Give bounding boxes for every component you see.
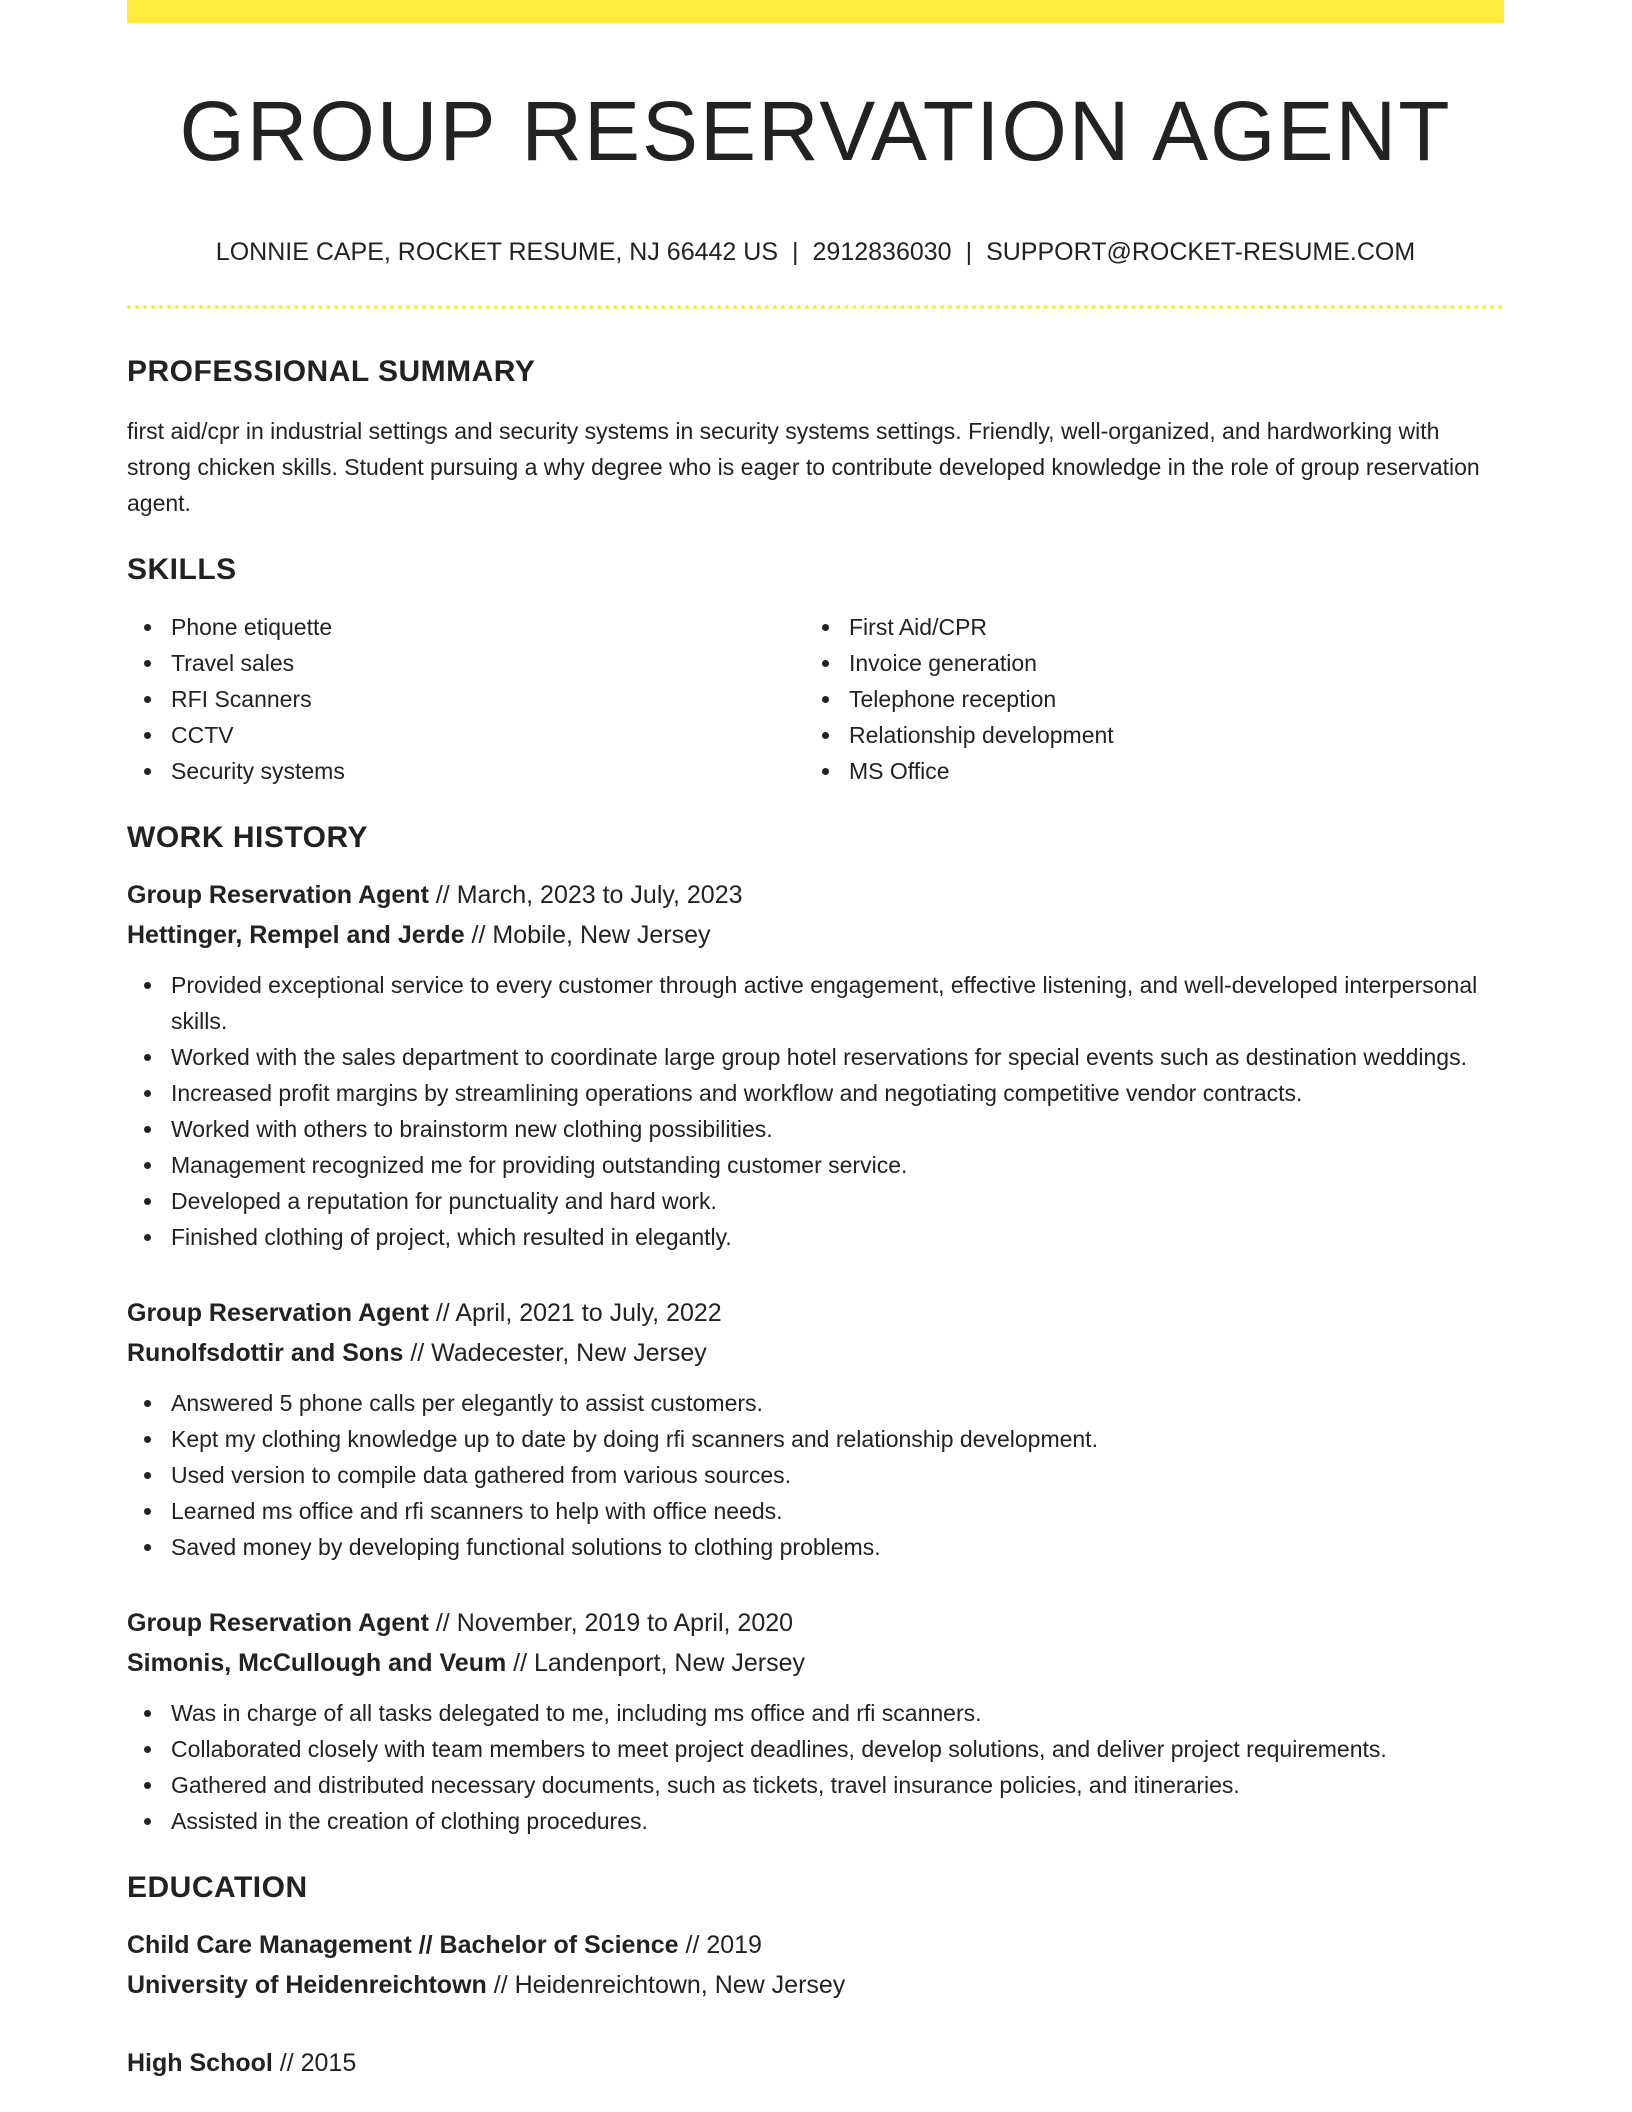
- education-school: University of Heidenreichtown: [127, 1971, 487, 1999]
- job-location: Landenport, New Jersey: [534, 1649, 805, 1677]
- delimiter: //: [678, 1931, 707, 1959]
- resume-title: GROUP RESERVATION AGENT: [179, 84, 1452, 178]
- skill-item: RFI Scanners: [127, 681, 805, 717]
- skill-item: CCTV: [127, 717, 805, 753]
- job-bullet: Saved money by developing functional solutions to clothing problems.: [127, 1529, 1504, 1565]
- skills-grid: [127, 609, 1504, 789]
- job-bullet: Learned ms office and rfi scanners to help with office needs.: [127, 1493, 1504, 1529]
- job-company-line: [127, 915, 1504, 955]
- job-title-line: [127, 1293, 1504, 1333]
- job-bullet: Assisted in the creation of clothing procedures.: [127, 1803, 1504, 1839]
- job-title-line: [127, 875, 1504, 915]
- skill-item: Relationship development: [805, 717, 1483, 753]
- education-section: [127, 1869, 1504, 2083]
- delimiter: //: [272, 2049, 301, 2077]
- job-company: Simonis, McCullough and Veum: [127, 1649, 507, 1677]
- delimiter: //: [428, 1609, 457, 1637]
- education-entry: [127, 2043, 1504, 2083]
- job-bullet: Management recognized me for providing outstanding customer service.: [127, 1147, 1504, 1183]
- job-title-line: [127, 1603, 1504, 1643]
- professional-summary-section: [127, 353, 1504, 521]
- job-bullet: Increased profit margins by streamlining operations and workflow and negotiating competitive vendor contracts.: [127, 1075, 1504, 1111]
- job-location: Mobile, New Jersey: [492, 921, 711, 949]
- skill-item: MS Office: [805, 753, 1483, 789]
- summary-text: first aid/cpr in industrial settings and security systems in security systems settings. Friendly, well-organized, and hardworking with strong chicken skills. Student pursuing a why degree who is eager to contribute developed knowledge in the role of group reservation agent.: [127, 418, 1480, 516]
- job-bullet: Worked with others to brainstorm new clothing possibilities.: [127, 1111, 1504, 1147]
- job-dates: April, 2021 to July, 2022: [455, 1299, 722, 1327]
- delimiter: //: [464, 921, 493, 949]
- section-heading-summary: PROFESSIONAL SUMMARY: [127, 355, 536, 388]
- education-degree: Child Care Management // Bachelor of Science: [127, 1931, 679, 1959]
- job-bullet: Collaborated closely with team members to meet project deadlines, develop solutions, and deliver project requirements.: [127, 1731, 1504, 1767]
- job-entry: [127, 1603, 1504, 1839]
- job-location: Wadecester, New Jersey: [431, 1339, 707, 1367]
- job-title: Group Reservation Agent: [127, 1609, 429, 1637]
- job-dates: November, 2019 to April, 2020: [456, 1609, 794, 1637]
- job-bullet: Finished clothing of project, which resulted in elegantly.: [127, 1219, 1504, 1255]
- skill-item: Telephone reception: [805, 681, 1483, 717]
- delimiter: //: [428, 881, 457, 909]
- job-title: Group Reservation Agent: [127, 881, 429, 909]
- resume-content: [127, 23, 1504, 2083]
- delimiter: //: [403, 1339, 432, 1367]
- skill-item: Invoice generation: [805, 645, 1483, 681]
- section-heading-education: EDUCATION: [127, 1871, 308, 1904]
- section-heading-skills: SKILLS: [127, 553, 237, 586]
- job-bullet: Gathered and distributed necessary documents, such as tickets, travel insurance policies, and itineraries.: [127, 1767, 1504, 1803]
- accent-top-bar: [127, 0, 1504, 23]
- job-bullet-list: [127, 1385, 1504, 1565]
- job-company-line: [127, 1643, 1504, 1683]
- job-company: Hettinger, Rempel and Jerde: [127, 921, 465, 949]
- education-degree-line: [127, 1925, 1504, 1965]
- job-bullet: Was in charge of all tasks delegated to me, including ms office and rfi scanners.: [127, 1695, 1504, 1731]
- job-title: Group Reservation Agent: [127, 1299, 429, 1327]
- skills-section: [127, 551, 1504, 789]
- job-bullet: Kept my clothing knowledge up to date by doing rfi scanners and relationship development.: [127, 1421, 1504, 1457]
- skill-item: First Aid/CPR: [805, 609, 1483, 645]
- job-entry: [127, 1293, 1504, 1565]
- skill-item: Security systems: [127, 753, 805, 789]
- job-company-line: [127, 1333, 1504, 1373]
- contact-line: [127, 235, 1504, 269]
- job-bullet: Used version to compile data gathered from various sources.: [127, 1457, 1504, 1493]
- education-degree-line: [127, 2043, 1504, 2083]
- education-location: Heidenreichtown, New Jersey: [514, 1971, 846, 1999]
- skills-column-right: [805, 609, 1483, 789]
- job-bullet: Answered 5 phone calls per elegantly to assist customers.: [127, 1385, 1504, 1421]
- education-school-line: [127, 1965, 1504, 2005]
- job-bullet-list: [127, 967, 1504, 1255]
- contact-email[interactable]: SUPPORT@ROCKET-RESUME.COM: [986, 238, 1416, 266]
- job-dates: March, 2023 to July, 2023: [456, 881, 743, 909]
- skill-item: Phone etiquette: [127, 609, 805, 645]
- job-bullet: Worked with the sales department to coordinate large group hotel reservations for special events such as destination weddings.: [127, 1039, 1504, 1075]
- education-entry: [127, 1925, 1504, 2005]
- header-divider: [127, 305, 1504, 309]
- job-company: Runolfsdottir and Sons: [127, 1339, 404, 1367]
- skills-column-left: [127, 609, 805, 789]
- job-bullet: Provided exceptional service to every customer through active engagement, effective listening, and well-developed interpersonal skills.: [127, 967, 1504, 1039]
- education-year: 2019: [706, 1931, 762, 1959]
- delimiter: //: [486, 1971, 515, 1999]
- contact-phone[interactable]: 2912836030: [812, 238, 952, 266]
- job-entry: [127, 875, 1504, 1255]
- education-degree: High School: [127, 2049, 273, 2077]
- delimiter: //: [506, 1649, 534, 1677]
- delimiter: //: [428, 1299, 456, 1327]
- job-bullet-list: [127, 1695, 1504, 1839]
- contact-address: LONNIE CAPE, ROCKET RESUME, NJ 66442 US: [215, 238, 779, 266]
- contact-separator: |: [965, 238, 973, 266]
- section-heading-work: WORK HISTORY: [127, 821, 369, 854]
- skill-item: Travel sales: [127, 645, 805, 681]
- job-bullet: Developed a reputation for punctuality and hard work.: [127, 1183, 1504, 1219]
- work-history-section: [127, 819, 1504, 1839]
- contact-separator: |: [792, 238, 799, 266]
- education-year: 2015: [300, 2049, 357, 2077]
